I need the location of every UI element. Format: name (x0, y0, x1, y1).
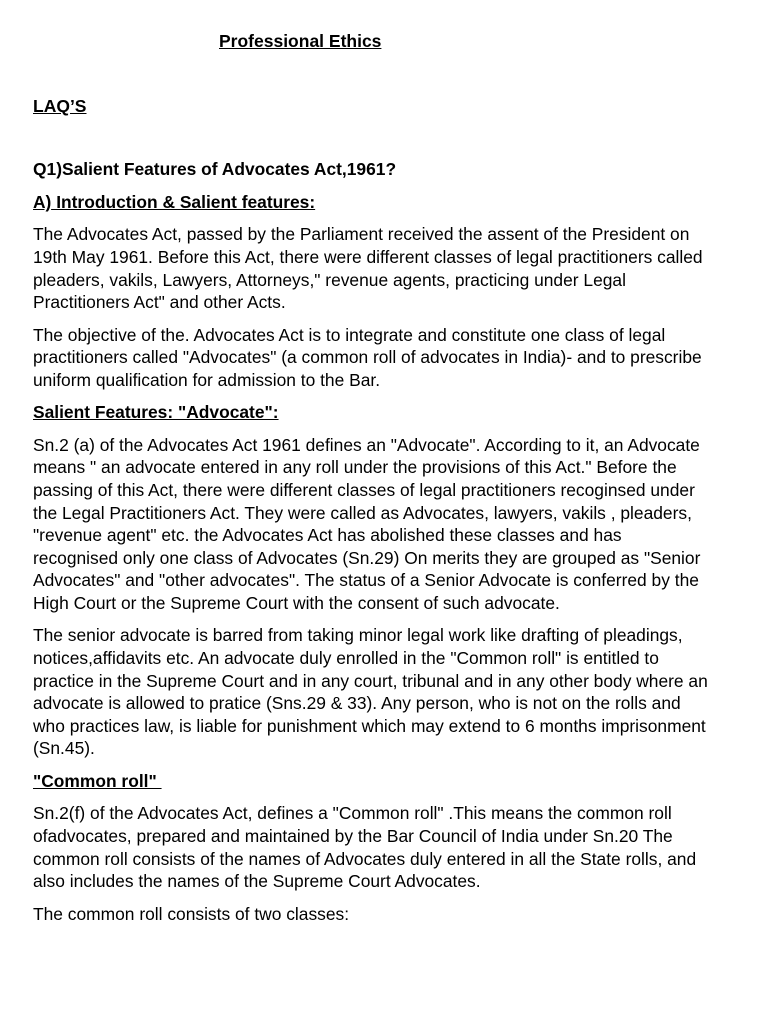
paragraph-line: The senior advocate is barred from taking minor legal work like drafting of pleadings, (33, 625, 683, 646)
question-heading: Q1)Salient Features of Advocates Act,1961? (33, 159, 397, 179)
answer-prefix: A) (33, 191, 52, 212)
paragraph-line: uniform qualification for admission to the Bar. (33, 369, 381, 390)
paragraph-line: High Court or the Supreme Court with the consent of such advocate. (33, 592, 560, 613)
paragraph-line: 19th May 1961. Before this Act, there were different classes of legal practitioners called (33, 246, 703, 267)
paragraph-line: also includes the names of the Supreme Court Advocates. (33, 871, 481, 892)
paragraph-line: ofadvocates, prepared and maintained by the Bar Council of India under Sn.20 The (33, 825, 673, 846)
paragraph-line: notices,affidavits etc. An advocate duly enrolled in the "Common roll" is entitled to (33, 648, 659, 669)
paragraph-line: advocate is allowed to pratice (Sns.29 & 33). Any person, who is not on the rolls and (33, 693, 681, 714)
paragraph-line: pleaders, vakils, Lawyers, Attorneys," revenue agents, practicing under Legal (33, 269, 626, 290)
paragraph-advocate-definition (33, 434, 737, 615)
paragraph-line: The Advocates Act, passed by the Parliament received the assent of the President on (33, 224, 690, 245)
heading-common-roll: "Common roll" (33, 770, 162, 791)
paragraph-line: recognised only one class of Advocates (Sn.29) On merits they are grouped as "Senior (33, 547, 701, 568)
document-body (33, 158, 737, 925)
section-label: LAQ’S (33, 96, 87, 116)
paragraph-objective (33, 324, 737, 392)
paragraph-line: Sn.2(f) of the Advocates Act, defines a "Common roll" .This means the common roll (33, 803, 672, 824)
paragraph-line: passing of this Act, there were different classes of legal practitioners recoginsed under (33, 479, 695, 500)
paragraph-line: "revenue agent" etc. the Advocates Act has abolished these classes and has (33, 525, 622, 546)
paragraph-common-roll-definition (33, 802, 737, 892)
paragraph-line: (Sn.45). (33, 738, 95, 759)
page-title: Professional Ethics (219, 31, 382, 51)
paragraph-line: The objective of the. Advocates Act is to integrate and constitute one class of legal (33, 324, 666, 345)
paragraph-line: practice in the Supreme Court and in any court, tribunal and in any other body where an (33, 670, 708, 691)
paragraph-line: common roll consists of the names of Advocates duly entered in all the State rolls, and (33, 848, 697, 869)
answer-heading-text: Introduction & Salient features: (51, 191, 316, 212)
paragraph-line: who practices law, is liable for punishment which may extend to 6 months imprisonment (33, 715, 706, 736)
paragraph-line: means " an advocate entered in any roll under the provisions of this Act." Before the (33, 457, 677, 478)
paragraph-line: The common roll consists of two classes: (33, 903, 350, 924)
paragraph-line: the Legal Practitioners Act. They were called as Advocates, lawyers, vakils , pleaders, (33, 502, 692, 523)
paragraph-line: Practitioners Act" and other Acts. (33, 292, 286, 313)
heading-advocate: Salient Features: "Advocate": (33, 402, 279, 423)
paragraph-senior-advocate (33, 624, 737, 760)
paragraph-line: Advocates" and "other advocates". The status of a Senior Advocate is conferred by the (33, 570, 699, 591)
answer-heading (33, 191, 737, 214)
paragraph-line: practitioners called "Advocates" (a common roll of advocates in India)- and to prescribe (33, 347, 702, 368)
paragraph-intro (33, 223, 737, 313)
paragraph-common-roll-classes (33, 903, 737, 926)
paragraph-line: Sn.2 (a) of the Advocates Act 1961 defines an "Advocate". According to it, an Advocate (33, 434, 700, 455)
